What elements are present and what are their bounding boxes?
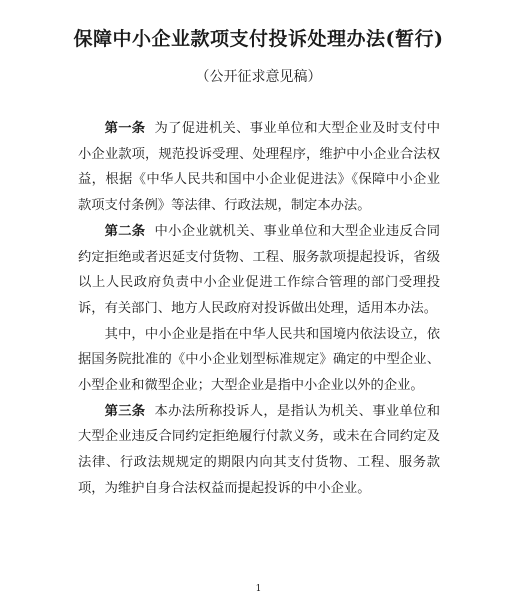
article-1-label: 第一条 [104,121,146,136]
article-3-label: 第三条 [104,403,146,419]
article-2-text: 中小企业就机关、事业单位和大型企业违反合同约定拒绝或者迟延支付货物、工程、服务款项提起投诉，省级以上人民政府负责中小企业促进工作综合管理的部门受理投诉，有关部门、地方人民政府对投诉做出处理，适用本办法。 [78,223,440,316]
article-3-paragraph [78,399,440,502]
document-subtitle: （公开征求意见稿） [195,69,322,85]
article-2-continuation-paragraph [78,322,440,399]
page-number: 1 [255,584,262,594]
article-3-text: 本办法所称投诉人，是指认为机关、事业单位和大型企业违反合同约定拒绝履行付款义务，或未在合同约定及法律、行政法规规定的期限内向其支付货物、工程、服务款项，为维护自身合法权益而提起投诉的中小企业。 [78,403,440,496]
article-2-label: 第二条 [104,223,146,239]
article-1-paragraph [78,116,440,219]
document-title: 保障中小企业款项支付投诉处理办法(暂行) [73,28,444,50]
article-1-text: 为了促进机关、事业单位和大型企业及时支付中小企业款项，规范投诉受理、处理程序，维护中小企业合法权益，根据《中华人民共和国中小企业促进法》《保障中小企业款项支付条例》等法律、行政法规，制定本办法。 [78,121,440,214]
article-2-paragraph [78,219,440,322]
article-2-continuation-text: 其中，中小企业是指在中华人民共和国境内依法设立，依据国务院批准的《中小企业划型标准规定》确定的中型企业、小型企业和微型企业；大型企业是指中小企业以外的企业。 [78,326,440,394]
document-body [78,116,440,502]
